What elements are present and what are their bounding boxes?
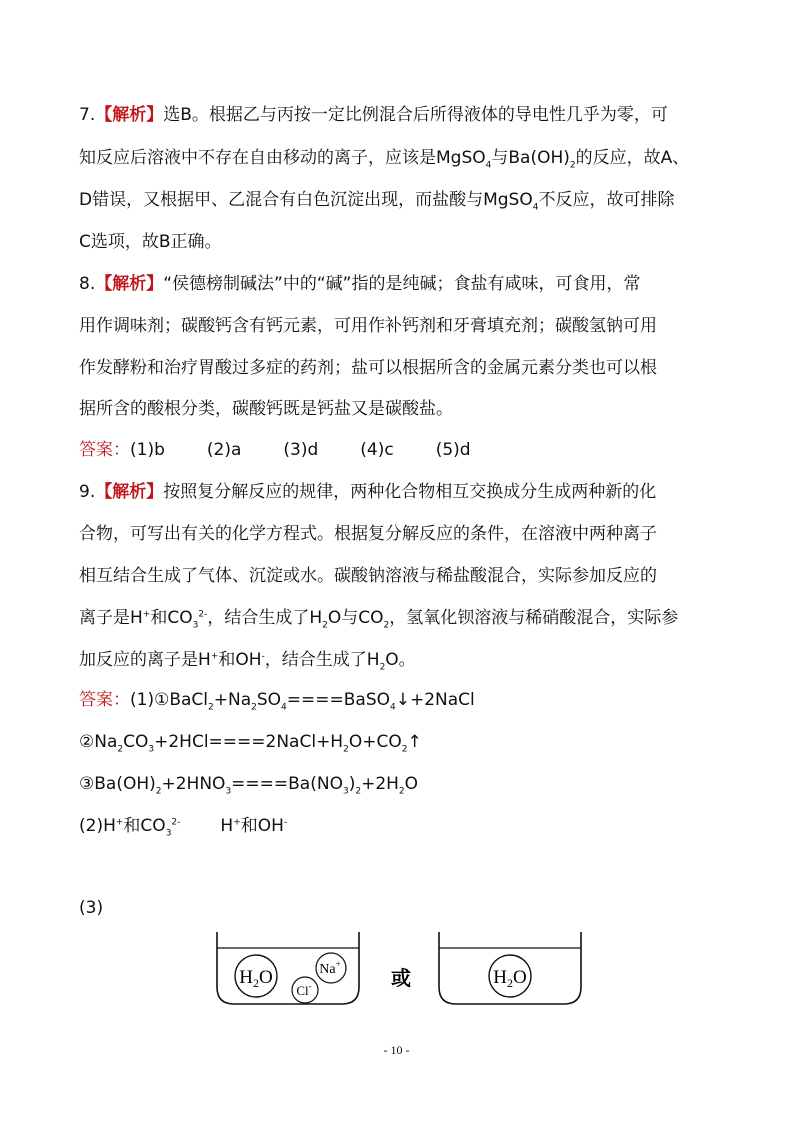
svg-text:Na+: Na+ — [319, 959, 341, 977]
q7-line-3: D错误，又根据甲、乙混合有白色沉淀出现，而盐酸与MgSO$_4$不反应，故可排除 — [79, 190, 675, 213]
beaker-diagram — [205, 925, 595, 1010]
right-beaker — [439, 932, 581, 1004]
q9-part-3-label: (3) — [79, 898, 104, 918]
q9-analysis-tag: 【解析】 — [95, 482, 164, 502]
q9-equation-3: $③Ba(OH)_2+2HNO_3====Ba(NO_3)_2+2H_2O$ — [79, 774, 419, 797]
q8-answer-2: (2)a — [206, 440, 242, 460]
q8-answer-3: (3)d — [283, 440, 319, 460]
q8-line-2: 用作调味剂；碳酸钙含有钙元素，可用作补钙剂和牙膏填充剂；碳酸氢钠可用 — [79, 316, 657, 336]
svg-text:H2O: $H_2O$ — [239, 967, 273, 990]
q8-analysis-tag: 【解析】 — [95, 274, 164, 294]
q9-equation-1: 答案：$(1)①BaCl_2+Na_2SO_4====BaSO_4↓+2NaCl$ — [79, 690, 475, 713]
q9-answer-label: 答案： — [79, 690, 130, 710]
svg-text:H2O: $H_2O$ — [493, 967, 527, 990]
q8-line-4: 据所含的酸根分类，碳酸钙既是钙盐又是碳酸盐。 — [79, 399, 453, 419]
or-label: 或 — [391, 966, 411, 990]
q8-answer-1: (1)b — [130, 440, 165, 460]
q9-line-3: 相互结合生成了气体、沉淀或水。碳酸钠溶液与稀盐酸混合，实际参加反应的 — [79, 566, 657, 586]
q8-line-3: 作发酵粉和治疗胃酸过多症的药剂；盐可以根据所含的金属元素分类也可以根 — [79, 358, 657, 378]
q7-line-2: 知反应后溶液中不存在自由移动的离子，应该是MgSO$_4$与$Ba(OH)_2$的反应，故A、 — [79, 148, 690, 171]
q9-line-4: 离子是H+和$CO_3^{2-}$，结合生成了$H_2O$与$CO_2$，氢氧化钡溶液与稀硝酸混合，实际参 — [79, 608, 679, 631]
q9-line-1: 9.【解析】按照复分解反应的规律，两种化合物相互交换成分生成两种新的化 — [79, 482, 657, 502]
left-beaker — [217, 932, 359, 1004]
q8-answer-5: (5)d — [435, 440, 471, 460]
svg-text:Cl-: Cl- — [296, 981, 312, 998]
q8-answer-label: 答案： — [79, 440, 130, 460]
q7-analysis-tag: 【解析】 — [95, 105, 164, 125]
q8-answer-line — [79, 439, 719, 461]
q8-answer-4: (4)c — [360, 440, 394, 460]
q7-line-4: C选项，故B正确。 — [79, 232, 222, 252]
page-number: - 10 - — [383, 1043, 410, 1057]
q9-part-2: (2)H+和$CO_3^{2-}$ H+和OH- — [79, 816, 288, 839]
q9-line-2: 合物，可写出有关的化学方程式。根据复分解反应的条件，在溶液中两种离子 — [79, 524, 657, 544]
q9-equation-2: $②Na_2CO_3+2HCl====2NaCl+H_2O+CO_2↑$ — [79, 732, 422, 755]
q8-line-1: 8.【解析】“侯德榜制碱法”中的“碱”指的是纯碱；食盐有咸味，可食用，常 — [79, 274, 641, 294]
q9-line-5: 加反应的离子是H+和OH-，结合生成了$H_2O$。 — [79, 650, 416, 673]
q7-line-1: 7.【解析】选B。根据乙与丙按一定比例混合后所得液体的导电性几乎为零，可 — [79, 105, 668, 125]
